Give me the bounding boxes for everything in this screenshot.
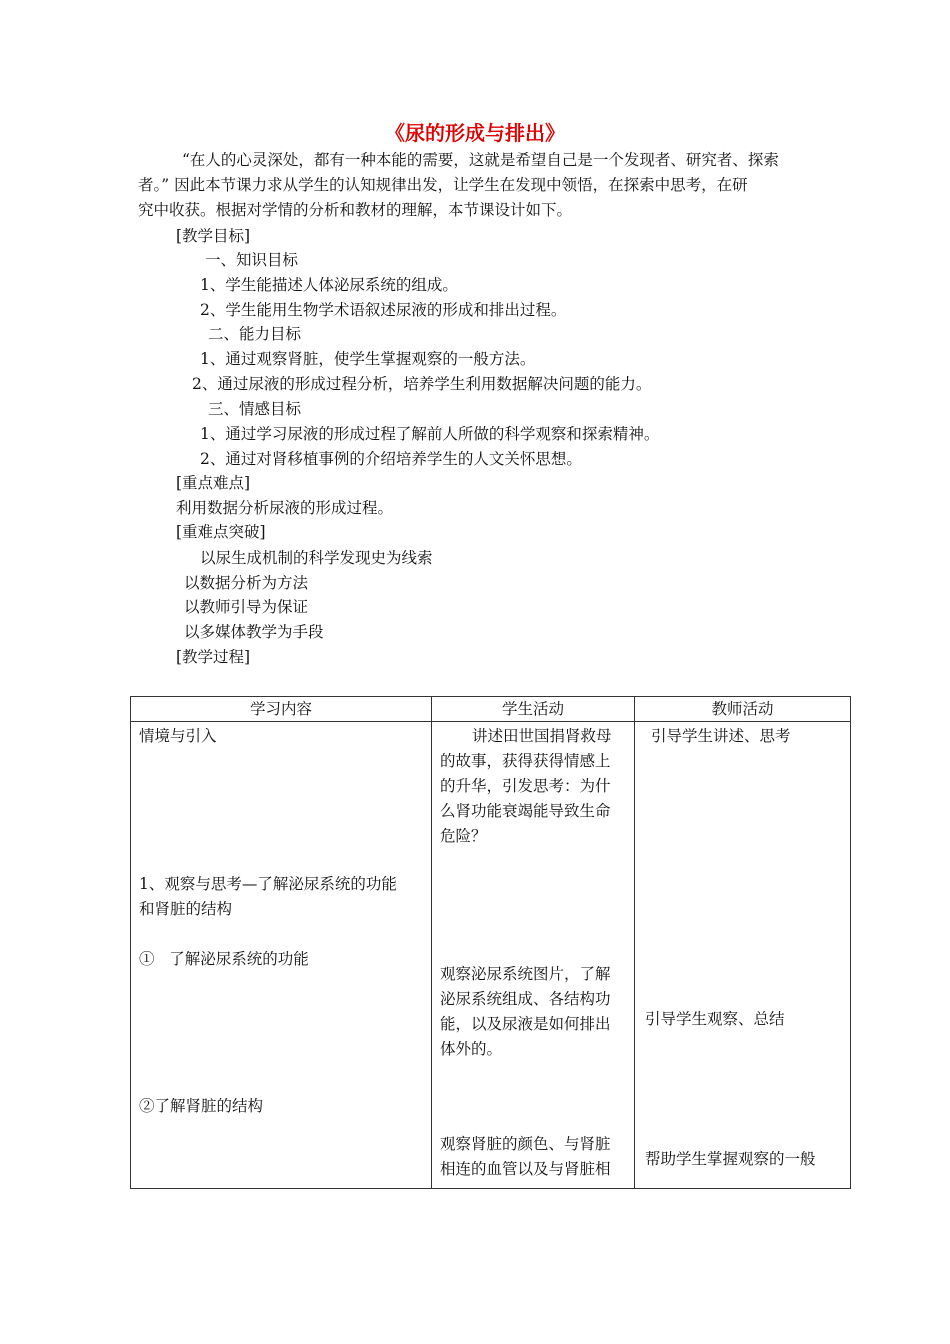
intro-line: 者。” 因此本节课力求从学生的认知规律出发，让学生在发现中领悟，在探索中思考，在研 (138, 176, 748, 194)
student-block1 (440, 724, 612, 849)
student-block1-line: 讲述田世国捐肾救母 (472, 727, 612, 745)
knowledge-item: 2、学生能用生物学术语叙述尿液的形成和排出过程。 (200, 301, 567, 319)
intro-line: 究中收获。根据对学情的分析和教材的理解，本节课设计如下。 (138, 201, 573, 219)
ability-heading: 二、能力目标 (208, 325, 302, 343)
breakthrough-item: 以多媒体教学为手段 (184, 623, 324, 641)
student-block3 (440, 1132, 611, 1182)
student-block2-line: 体外的。 (440, 1040, 503, 1058)
student-cell (432, 722, 635, 1189)
key-heading: [重点难点] (176, 474, 251, 492)
breakthrough-item: 以数据分析为方法 (184, 574, 309, 592)
teacher-text-2: 引导学生观察、总结 (645, 1010, 785, 1028)
breakthrough-item: 以教师引导为保证 (184, 598, 309, 616)
content-sub1: ① 了解泌尿系统的功能 (139, 950, 309, 968)
header-student: 学生活动 (432, 697, 635, 722)
page-title: 《尿的形成与排出》 (385, 121, 565, 145)
content-step1-line: 1、观察与思考—了解泌尿系统的功能 (139, 875, 397, 893)
content-cell (131, 722, 432, 1189)
content-step1 (139, 872, 397, 922)
key-text: 利用数据分析尿液的形成过程。 (176, 499, 394, 517)
content-step1-line: 和肾脏的结构 (139, 900, 233, 918)
table-header-row (131, 697, 851, 722)
teacher-text-3: 帮助学生掌握观察的一般 (645, 1150, 816, 1168)
content-intro: 情境与引入 (139, 727, 217, 745)
process-heading: [教学过程] (176, 648, 251, 666)
ability-item: 2、通过尿液的形成过程分析，培养学生利用数据解决问题的能力。 (192, 375, 652, 393)
emotion-heading: 三、情感目标 (208, 400, 302, 418)
student-block3-line: 相连的血管以及与肾脏相 (440, 1160, 611, 1178)
student-block1-line: 危险？ (440, 827, 487, 845)
teaching-process-table (130, 696, 851, 1189)
header-content: 学习内容 (131, 697, 432, 722)
knowledge-item: 1、学生能描述人体泌尿系统的组成。 (200, 276, 458, 294)
student-block1-line: 的故事，获得获得情感上 (440, 752, 611, 770)
header-teacher: 教师活动 (635, 697, 851, 722)
breakthrough-item: 以尿生成机制的科学发现史为线索 (200, 549, 433, 567)
content-sub2: ②了解肾脏的结构 (139, 1097, 264, 1115)
teacher-cell (635, 722, 851, 1189)
breakthrough-heading: [重难点突破] (176, 523, 266, 541)
goals-heading: [教学目标] (176, 227, 251, 245)
student-block2-line: 观察泌尿系统图片，了解 (440, 965, 611, 983)
intro-line: “在人的心灵深处，都有一种本能的需要，这就是希望自己是一个发现者、研究者、探索 (182, 151, 779, 169)
student-block2 (440, 962, 611, 1062)
student-block2-line: 泌尿系统组成、各结构功 (440, 990, 611, 1008)
ability-item: 1、通过观察肾脏，使学生掌握观察的一般方法。 (200, 350, 536, 368)
student-block1-line: 的升华，引发思考：为什 (440, 777, 611, 795)
student-block2-line: 能，以及尿液是如何排出 (440, 1015, 611, 1033)
knowledge-heading: 一、知识目标 (205, 251, 299, 269)
emotion-item: 2、通过对肾移植事例的介绍培养学生的人文关怀思想。 (200, 450, 582, 468)
student-block1-line: 么肾功能衰竭能导致生命 (440, 802, 611, 820)
student-block3-line: 观察肾脏的颜色、与肾脏 (440, 1135, 611, 1153)
intro-paragraph (138, 148, 838, 223)
table-row (131, 722, 851, 1189)
emotion-item: 1、通过学习尿液的形成过程了解前人所做的科学观察和探索精神。 (200, 425, 660, 443)
teacher-text-1: 引导学生讲述、思考 (651, 727, 791, 745)
